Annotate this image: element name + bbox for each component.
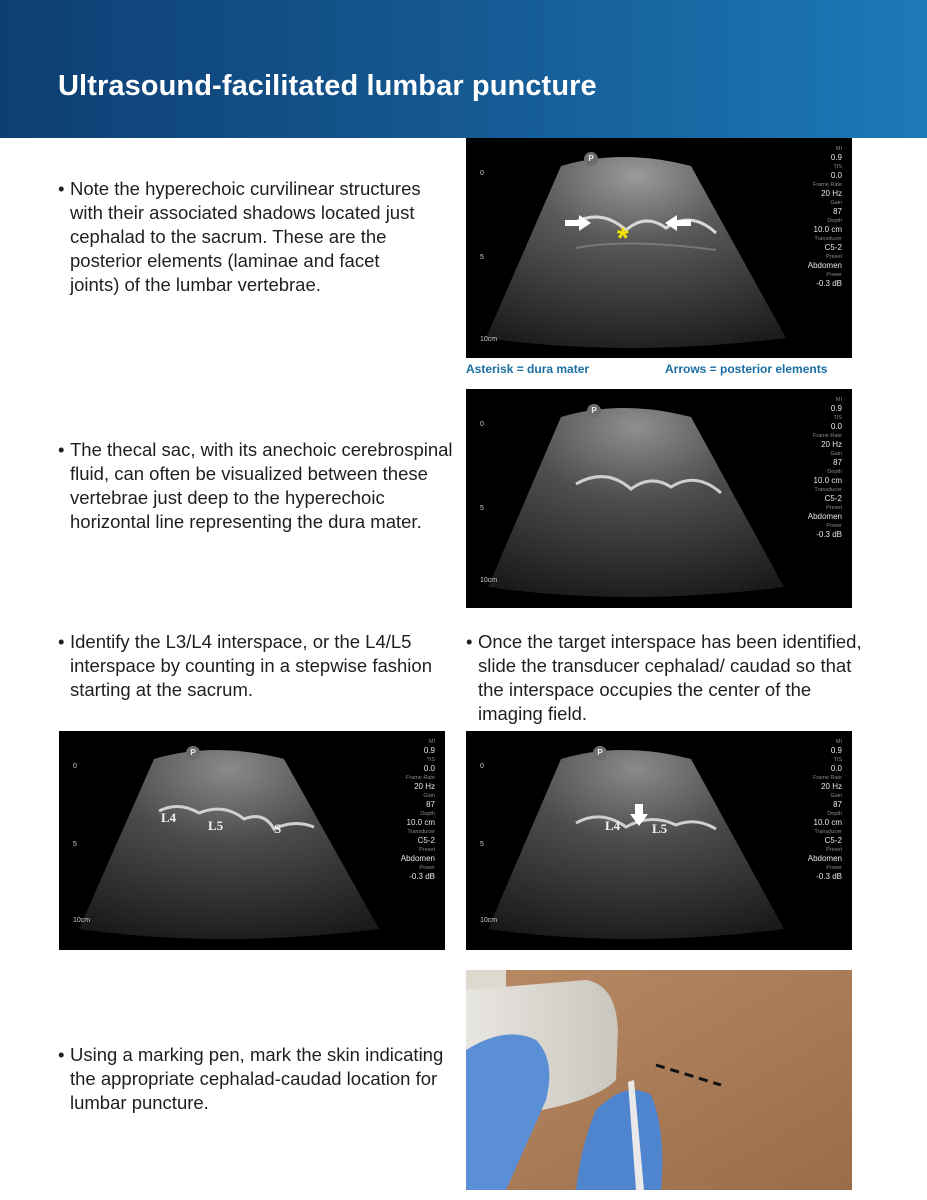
scanner-readout: MI 0.9 TIS 0.0 Frame Rate 20 Hz Gain 87 Depth 10.0 cm Transducer C5-2 Preset Abdomen Power -0.3 dB: [807, 739, 842, 881]
ultrasound-image-centered-interspace: P 0 5 10cm MI 0.9 TIS 0.0 Frame Rate 20 Hz Gain 87 Depth 10.0 cm Transducer C5-2 Preset Abdomen Power -0.3 dB L4 L5: [466, 731, 852, 950]
header-banner: [0, 0, 927, 138]
caption-arrows: Arrows = posterior elements: [665, 362, 828, 376]
asterisk-marker: *: [617, 222, 629, 255]
probe-marker: P: [584, 152, 598, 166]
scanner-readout: MI 0.9 TIS 0.0 Frame Rate 20 Hz Gain 87 Depth 10.0 cm Transducer C5-2 Preset Abdomen Power -0.3 dB: [807, 397, 842, 539]
label-l4: L4: [605, 818, 621, 833]
bullet-mark-skin: • Using a marking pen, mark the skin indicating the appropriate cephalad-caudad location for lumbar puncture.: [58, 1044, 444, 1113]
bullet-identify-interspace: • Identify the L3/L4 interspace, or the L4/L5 interspace by counting in a stepwise fashion starting at the sacrum.: [58, 631, 432, 700]
probe-marker: P: [587, 404, 601, 418]
page-title: Ultrasound-facilitated lumbar puncture: [58, 70, 597, 102]
probe-marker: P: [593, 746, 607, 760]
label-sacrum: S: [274, 821, 282, 836]
probe-marker: P: [186, 746, 200, 760]
scanner-readout: MI 0.9 TIS 0.0 Frame Rate 20 Hz Gain 87 Depth 10.0 cm Transducer C5-2 Preset Abdomen Power -0.3 dB: [400, 739, 435, 881]
down-arrow-icon: [629, 803, 649, 827]
ultrasound-image-vertebral-levels: P 0 5 10cm MI 0.9 TIS 0.0 Frame Rate 20 Hz Gain 87 Depth 10.0 cm Transducer C5-2 Preset Abdomen Power -0.3 dB L4 L5 S: [59, 731, 445, 950]
bullet-thecal-sac: • The thecal sac, with its anechoic cerebrospinal fluid, can often be visualized between these vertebrae just deep to the hyperechoic horizontal line representing the dura mater.: [58, 439, 453, 532]
bullet-slide-transducer: • Once the target interspace has been identified, slide the transducer cephalad/ caudad so that the interspace occupies the center of the imaging field.: [466, 631, 862, 724]
label-l4: L4: [161, 810, 177, 825]
right-arrow-icon: [564, 214, 592, 232]
photo-marking-skin: [466, 970, 852, 1190]
label-l5: L5: [652, 821, 668, 836]
label-l5: L5: [208, 818, 224, 833]
bullet-posterior-elements: • Note the hyperechoic curvilinear structures with their associated shadows located just cephalad to the sacrum. These are the posterior elements (laminae and facet joints) of the lumbar vertebrae.: [58, 178, 421, 295]
scanner-readout: MI 0.9 TIS 0.0 Frame Rate 20 Hz Gain 87 Depth 10.0 cm Transducer C5-2 Preset Abdomen Power -0.3 dB: [807, 146, 842, 288]
ultrasound-image-posterior-elements: P 0 5 10cm MI 0.9 TIS 0.0 Frame Rate 20 Hz Gain 87 Depth 10.0 cm Transducer C5-2 Preset Abdomen Power -0.3 dB *: [466, 138, 852, 358]
left-arrow-icon: [664, 214, 692, 232]
ultrasound-image-thecal-sac: P 0 5 10cm MI 0.9 TIS 0.0 Frame Rate 20 Hz Gain 87 Depth 10.0 cm Transducer C5-2 Preset Abdomen Power -0.3 dB: [466, 389, 852, 608]
caption-asterisk: Asterisk = dura mater: [466, 362, 590, 376]
